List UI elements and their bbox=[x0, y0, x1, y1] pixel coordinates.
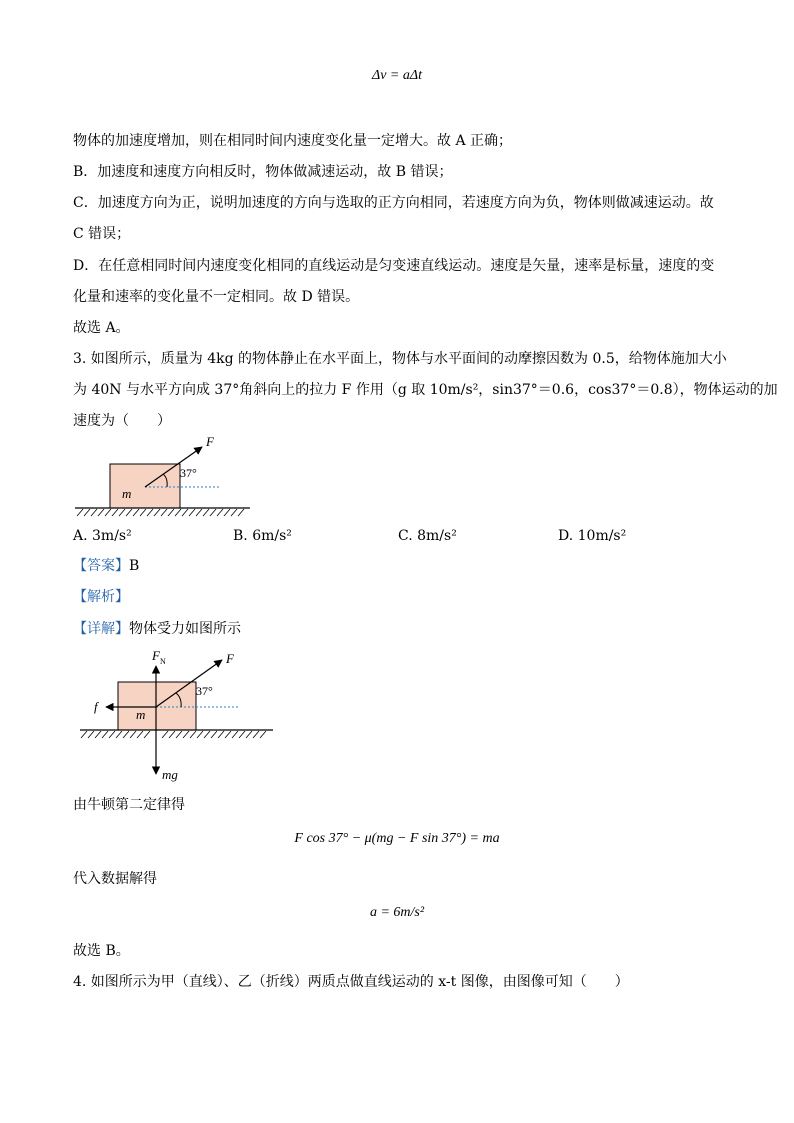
question-3-line3: 速度为（ ） bbox=[73, 413, 171, 429]
angle-label: 37° bbox=[196, 684, 213, 698]
answer-label: 【答案】 bbox=[73, 558, 129, 574]
force-label: F bbox=[206, 434, 214, 449]
ground-hatch bbox=[81, 731, 266, 738]
option-b: B. 6m/s² bbox=[233, 528, 292, 544]
answer-row bbox=[73, 556, 139, 576]
answer-value: B bbox=[129, 558, 140, 574]
newton-text: 由牛顿第二定律得 bbox=[73, 797, 185, 813]
paragraph-c-line1: C．加速度方向为正，说明加速度的方向与选取的正方向相同，若速度方向为负，物体则做减速运动。故 bbox=[73, 195, 714, 211]
equation-delta-v: Δv = aΔt bbox=[372, 68, 422, 83]
block bbox=[110, 464, 180, 508]
mass-label: m bbox=[136, 707, 146, 722]
friction-label: f bbox=[94, 699, 98, 714]
figure-free-body bbox=[78, 642, 278, 784]
detail-text: 物体受力如图所示 bbox=[129, 621, 241, 637]
option-a: A. 3m/s² bbox=[73, 528, 132, 544]
choose-b: 故选 B。 bbox=[73, 943, 130, 959]
option-d: D. 10m/s² bbox=[558, 528, 627, 544]
question-3-line2: 为 40N 与水平方向成 37°角斜向上的拉力 F 作用（g 取 10m/s²，sin37°＝0.6，cos37°＝0.8），物体运动的加 bbox=[73, 382, 778, 398]
choose-a: 故选 A。 bbox=[73, 320, 130, 336]
paragraph-c-line2: C 错误； bbox=[73, 226, 131, 242]
paragraph-b: B．加速度和速度方向相反时，物体做减速运动，故 B 错误； bbox=[73, 164, 453, 180]
figure-block-force bbox=[70, 432, 260, 524]
detail-label: 【详解】 bbox=[73, 621, 129, 637]
angle-label: 37° bbox=[180, 466, 197, 480]
detail-row bbox=[73, 619, 241, 639]
option-c: C. 8m/s² bbox=[398, 528, 457, 544]
pull-force-label: F bbox=[226, 651, 234, 666]
ground-hatch bbox=[77, 509, 244, 516]
paragraph-d-line2: 化量和速率的变化量不一定相同。故 D 错误。 bbox=[73, 289, 360, 305]
gravity-label: mg bbox=[162, 767, 178, 782]
question-3-line1: 3. 如图所示，质量为 4kg 的物体静止在水平面上，物体与水平面间的动摩擦因数为 0.5，给物体施加大小 bbox=[73, 351, 727, 367]
equation-result: a = 6m/s² bbox=[369, 905, 425, 920]
normal-force-label: $F_N$ bbox=[152, 648, 166, 666]
paragraph-a: 物体的加速度增加，则在相同时间内速度变化量一定增大。故 A 正确； bbox=[73, 133, 513, 149]
equation-newton: F cos 37° − μ(mg − F sin 37°) = ma bbox=[294, 831, 500, 846]
paragraph-d-line1: D．在任意相同时间内速度变化相同的直线运动是匀变速直线运动。速度是矢量，速率是标量，速度的变 bbox=[73, 258, 715, 274]
analysis-label: 【解析】 bbox=[73, 589, 129, 605]
mass-label: m bbox=[122, 486, 132, 501]
substitute-text: 代入数据解得 bbox=[73, 871, 157, 887]
question-4-line1: 4. 如图所示为甲（直线）、乙（折线）两质点做直线运动的 x-t 图像，由图像可知（ ） bbox=[73, 974, 629, 990]
